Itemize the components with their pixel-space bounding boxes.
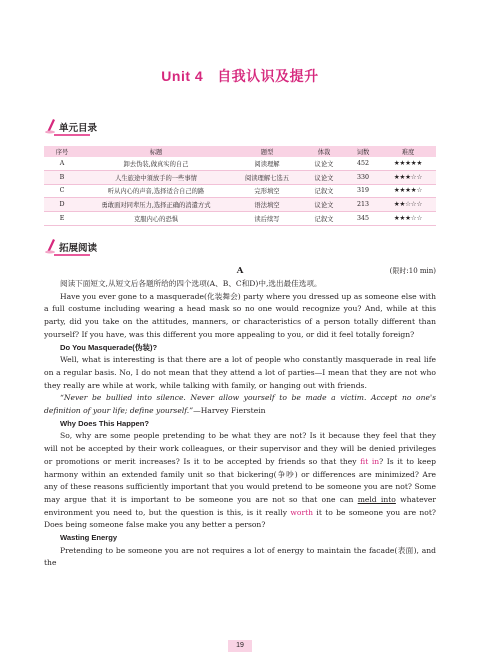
cell-difficulty: ★★★★☆ <box>380 184 436 198</box>
highlighted-phrase: worth <box>290 507 314 517</box>
section-underline <box>54 254 90 256</box>
table-row <box>44 157 436 170</box>
text-run: ? Is it to keep harmony within an extended family unit so that bickering(争吵) or differences are minimized? Are any of these reasons sufficiently important that you would pretend to be someone you are not? Some may argue that it is important to be someone you are not so that one can <box>44 456 436 504</box>
cell-index: C <box>44 184 80 198</box>
cell-index: A <box>44 157 80 170</box>
subheading: Do You Masquerade(伪装)? <box>60 342 158 352</box>
paragraph: Have you ever gone to a masquerade(化装舞会) party where you dressed up as someone else with a full costume including wearing a head mask so no one would recognize you? And, while at this party, did you take on the attitudes, manners, or characteristics of a person totally different than yourself? If you have, was this different you more appealing to you, or did it feel totally foreign? <box>44 291 436 339</box>
section-reading-title: 拓展阅读 <box>59 243 98 254</box>
cell-difficulty: ★★★☆☆ <box>380 170 436 184</box>
cell-words: 452 <box>346 157 380 170</box>
table-row <box>44 198 436 212</box>
table-header-row <box>44 146 436 157</box>
page-number: 19 <box>228 640 252 652</box>
cell-index: E <box>44 212 80 226</box>
section-contents-heading <box>44 116 97 134</box>
cell-difficulty: ★★☆☆☆ <box>380 198 436 212</box>
cell-genre: 议论文 <box>302 198 346 212</box>
paragraph: Pretending to be someone you are not requires a lot of energy to maintain the facade(表面), and the <box>44 545 436 568</box>
paragraph: Well, what is interesting is that there are a lot of people who constantly masquerade in real life on a regular basis. No, I do not mean that they attend a lot of parties—I mean that they are not who they really are while at work, while talking with family, or hanging out with friends. <box>44 355 436 390</box>
cell-words: 213 <box>346 198 380 212</box>
unit-topic: 自我认识及提升 <box>217 68 319 84</box>
instruction-text: 阅读下面短文,从短文后各题所给的四个选项(A、B、C和D)中,选出最佳选项。 <box>60 279 322 288</box>
subheading: Why Does This Happen? <box>60 418 150 428</box>
underlined-phrase: meld into <box>357 494 396 504</box>
table-row <box>44 170 436 184</box>
cell-index: B <box>44 170 80 184</box>
passage-body <box>44 278 436 570</box>
text-run: whatever environment you need to, but the question is this, is it really <box>44 494 437 517</box>
quote-author: —Harvey Fierstein <box>193 406 266 416</box>
highlighted-phrase: fit in <box>360 456 380 466</box>
col-header-index: 序号 <box>44 146 80 157</box>
cell-words: 330 <box>346 170 380 184</box>
col-header-type: 题型 <box>232 146 302 157</box>
section-reading-heading <box>44 236 97 254</box>
cell-type: 完形填空 <box>232 184 302 198</box>
col-header-genre: 体裁 <box>302 146 346 157</box>
cell-title: 克服内心的恐惧 <box>80 212 232 226</box>
cell-difficulty: ★★★☆☆ <box>380 212 436 226</box>
quote <box>44 392 436 417</box>
passage-label: A <box>236 266 244 276</box>
table-row <box>44 212 436 226</box>
unit-number: Unit 4 <box>161 68 204 84</box>
cell-genre: 记叙文 <box>302 184 346 198</box>
cell-genre: 议论文 <box>302 170 346 184</box>
table-row <box>44 184 436 198</box>
cell-words: 345 <box>346 212 380 226</box>
cell-genre: 议论文 <box>302 157 346 170</box>
cell-title: 勇敢面对同辈压力,选择正确的消遣方式 <box>80 198 232 212</box>
cell-type: 阅读理解 <box>232 157 302 170</box>
quote-text: “Never be bullied into silence. Never allow yourself to be made a victim. Accept no one's definition of your life; define yourself.” <box>44 393 436 416</box>
unit-title <box>0 66 480 86</box>
cell-type: 语法填空 <box>232 198 302 212</box>
section-underline <box>54 134 90 136</box>
text-run: it to be someone you are not? Does being someone false make you any better a person? <box>44 507 436 530</box>
time-limit: (限时:10 min) <box>389 267 436 275</box>
pen-icon <box>44 116 57 134</box>
pen-icon <box>44 236 57 254</box>
cell-index: D <box>44 198 80 212</box>
cell-type: 阅读理解七选五 <box>232 170 302 184</box>
text-run: So, why are some people pretending to be what they are not? Is it because they feel that they will not be accepted by their work colleagues, or their supervisor and they will be denied privileges or promotions or merit increases? Is it to be accepted by friends so that they <box>44 431 436 466</box>
section-contents-title: 单元目录 <box>59 123 98 134</box>
col-header-title: 标题 <box>80 146 232 157</box>
cell-difficulty: ★★★★★ <box>380 157 436 170</box>
cell-title: 人生旅途中須放手的一些事情 <box>80 170 232 184</box>
cell-title: 卸去伪装,做真实的自己 <box>80 157 232 170</box>
col-header-difficulty: 难度 <box>380 146 436 157</box>
paragraph <box>44 430 436 532</box>
cell-genre: 记叙文 <box>302 212 346 226</box>
cell-words: 319 <box>346 184 380 198</box>
col-header-words: 词数 <box>346 146 380 157</box>
unit-contents-table <box>44 146 436 226</box>
cell-title: 听从内心的声音,选择适合自己的路 <box>80 184 232 198</box>
cell-type: 读后续写 <box>232 212 302 226</box>
subheading: Wasting Energy <box>60 533 118 543</box>
